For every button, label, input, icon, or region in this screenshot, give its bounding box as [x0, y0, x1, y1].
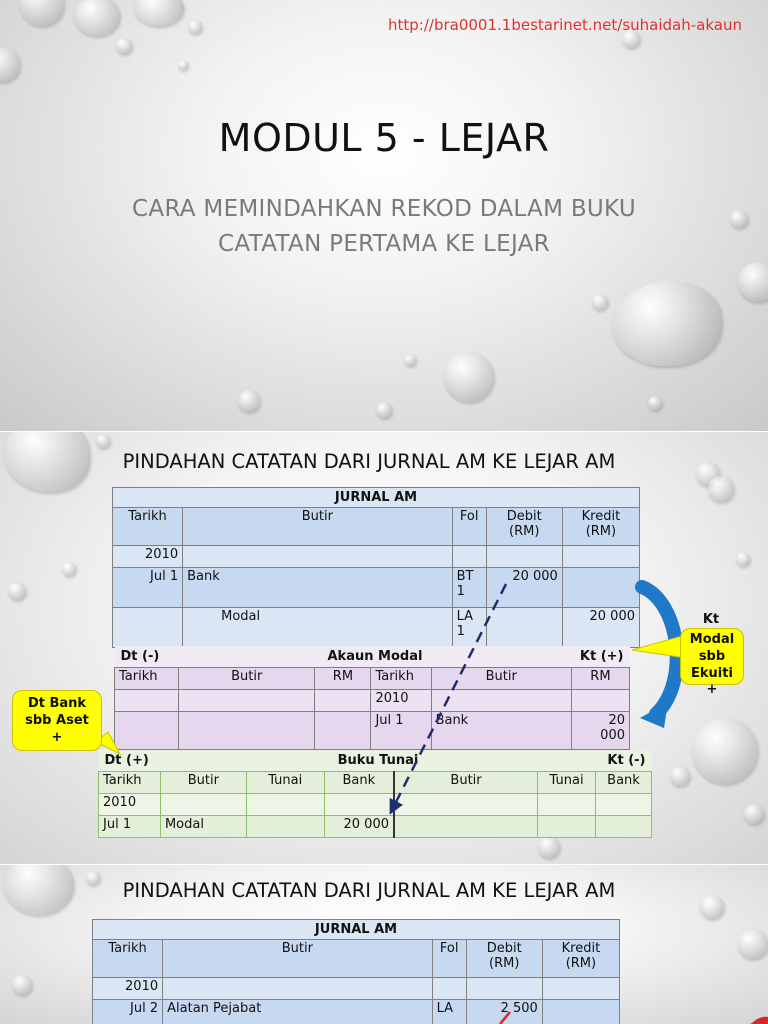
jurnal-title: JURNAL AM: [113, 488, 640, 508]
posting-dashed-arrow: [393, 584, 506, 808]
table-cell: Jul 1: [113, 568, 183, 608]
water-drop: [404, 354, 416, 366]
slide-heading: PINDAHAN CATATAN DARI JURNAL AM KE LEJAR AM: [122, 450, 616, 473]
column-header: Butir: [179, 668, 315, 690]
column-header: Butir: [183, 508, 453, 546]
water-drop: [738, 262, 768, 302]
table-cell: 2010: [93, 978, 163, 1000]
water-drop: [74, 0, 120, 36]
ledger-title: Akaun Modal: [179, 646, 572, 668]
column-header: Tarikh: [371, 668, 431, 690]
table-cell: Bank: [183, 568, 453, 608]
table-cell: 2010: [371, 690, 431, 712]
posting-dashed-arrow: [500, 1012, 510, 1024]
credit-side-label: Kt (-): [596, 750, 652, 772]
column-header: RM: [315, 668, 371, 690]
source-url[interactable]: http://bra0001.1bestarinet.net/suhaidah-akaun: [388, 16, 742, 34]
water-drop: [238, 390, 260, 412]
debit-side-label: Dt (+): [99, 750, 161, 772]
column-header: Bank: [596, 772, 652, 794]
callout-kt-label: Kt: [702, 612, 720, 627]
column-header: Debit (RM): [466, 940, 542, 978]
table-cell: LA 1: [452, 608, 486, 648]
water-drop: [188, 20, 202, 34]
callout-pointer: [632, 636, 686, 658]
column-header: Bank: [324, 772, 394, 794]
column-header: Butir: [163, 940, 433, 978]
table-cell: Modal: [160, 816, 246, 838]
title-slide: [0, 0, 768, 432]
subtitle-line: CARA MEMINDAHKAN REKOD DALAM BUKU: [132, 196, 636, 222]
water-drop: [20, 0, 64, 26]
table-cell: 20 000: [486, 568, 562, 608]
slide-heading: PINDAHAN CATATAN DARI JURNAL AM KE LEJAR AM: [122, 879, 616, 902]
column-header: Butir: [394, 772, 538, 794]
water-drop: [0, 48, 20, 82]
water-drop: [134, 0, 184, 26]
column-header: Butir: [160, 772, 246, 794]
column-header: RM: [571, 668, 629, 690]
table-cell: Jul 1: [99, 816, 161, 838]
table-cell: Alatan Pejabat: [163, 1000, 433, 1024]
slide-title: MODUL 5 - LEJAR: [218, 116, 550, 160]
annotation-arrows: [0, 865, 768, 1024]
debit-side-label: Dt (-): [115, 646, 179, 668]
jurnal-title: JURNAL AM: [93, 920, 620, 940]
column-header: Debit (RM): [486, 508, 562, 546]
column-header: Tarikh: [113, 508, 183, 546]
column-header: Kredit (RM): [562, 508, 639, 546]
table-cell: Jul 2: [93, 1000, 163, 1024]
annotation-arrows: [0, 432, 768, 865]
column-header: Fol: [452, 508, 486, 546]
callout-kt-plus: +: [706, 682, 718, 697]
table-cell: Bank: [431, 712, 571, 750]
table-cell: 2010: [113, 546, 183, 568]
posting-slide-2: [0, 865, 768, 1024]
credit-side-label: Kt (+): [571, 646, 629, 668]
curved-arrow-head: [640, 702, 668, 728]
water-drop: [648, 396, 662, 410]
table-cell: 20 000: [571, 712, 629, 750]
column-header: Tarikh: [115, 668, 179, 690]
posting-slide: [0, 432, 768, 865]
callout-dt-bank: Dt Bank sbb Aset +: [12, 690, 102, 751]
column-header: Tunai: [538, 772, 596, 794]
table-cell: 2 500: [466, 1000, 542, 1024]
column-header: Fol: [432, 940, 466, 978]
water-drop: [178, 60, 188, 70]
water-drop: [116, 38, 132, 54]
callout-kt-modal: Modal sbb Ekuiti: [680, 628, 744, 685]
red-arrow-fragment: [750, 1017, 768, 1024]
table-cell: LA: [432, 1000, 466, 1024]
column-header: Kredit (RM): [542, 940, 619, 978]
water-drop: [376, 402, 392, 418]
column-header: Tarikh: [99, 772, 161, 794]
ledger-title: Buku Tunai: [160, 750, 595, 772]
water-drop: [730, 210, 748, 228]
table-cell: Modal: [183, 608, 453, 648]
water-drop: [592, 294, 608, 310]
water-drop: [612, 282, 722, 366]
table-cell: 2010: [99, 794, 161, 816]
slide-subtitle: [84, 192, 684, 262]
table-cell: 20 000: [562, 608, 639, 648]
column-header: Butir: [431, 668, 571, 690]
column-header: Tarikh: [93, 940, 163, 978]
water-drop: [444, 352, 494, 402]
table-cell: Jul 1: [371, 712, 431, 750]
subtitle-line: CATATAN PERTAMA KE LEJAR: [218, 231, 550, 257]
table-cell: BT 1: [452, 568, 486, 608]
table-cell: 20 000: [324, 816, 394, 838]
column-header: Tunai: [246, 772, 324, 794]
